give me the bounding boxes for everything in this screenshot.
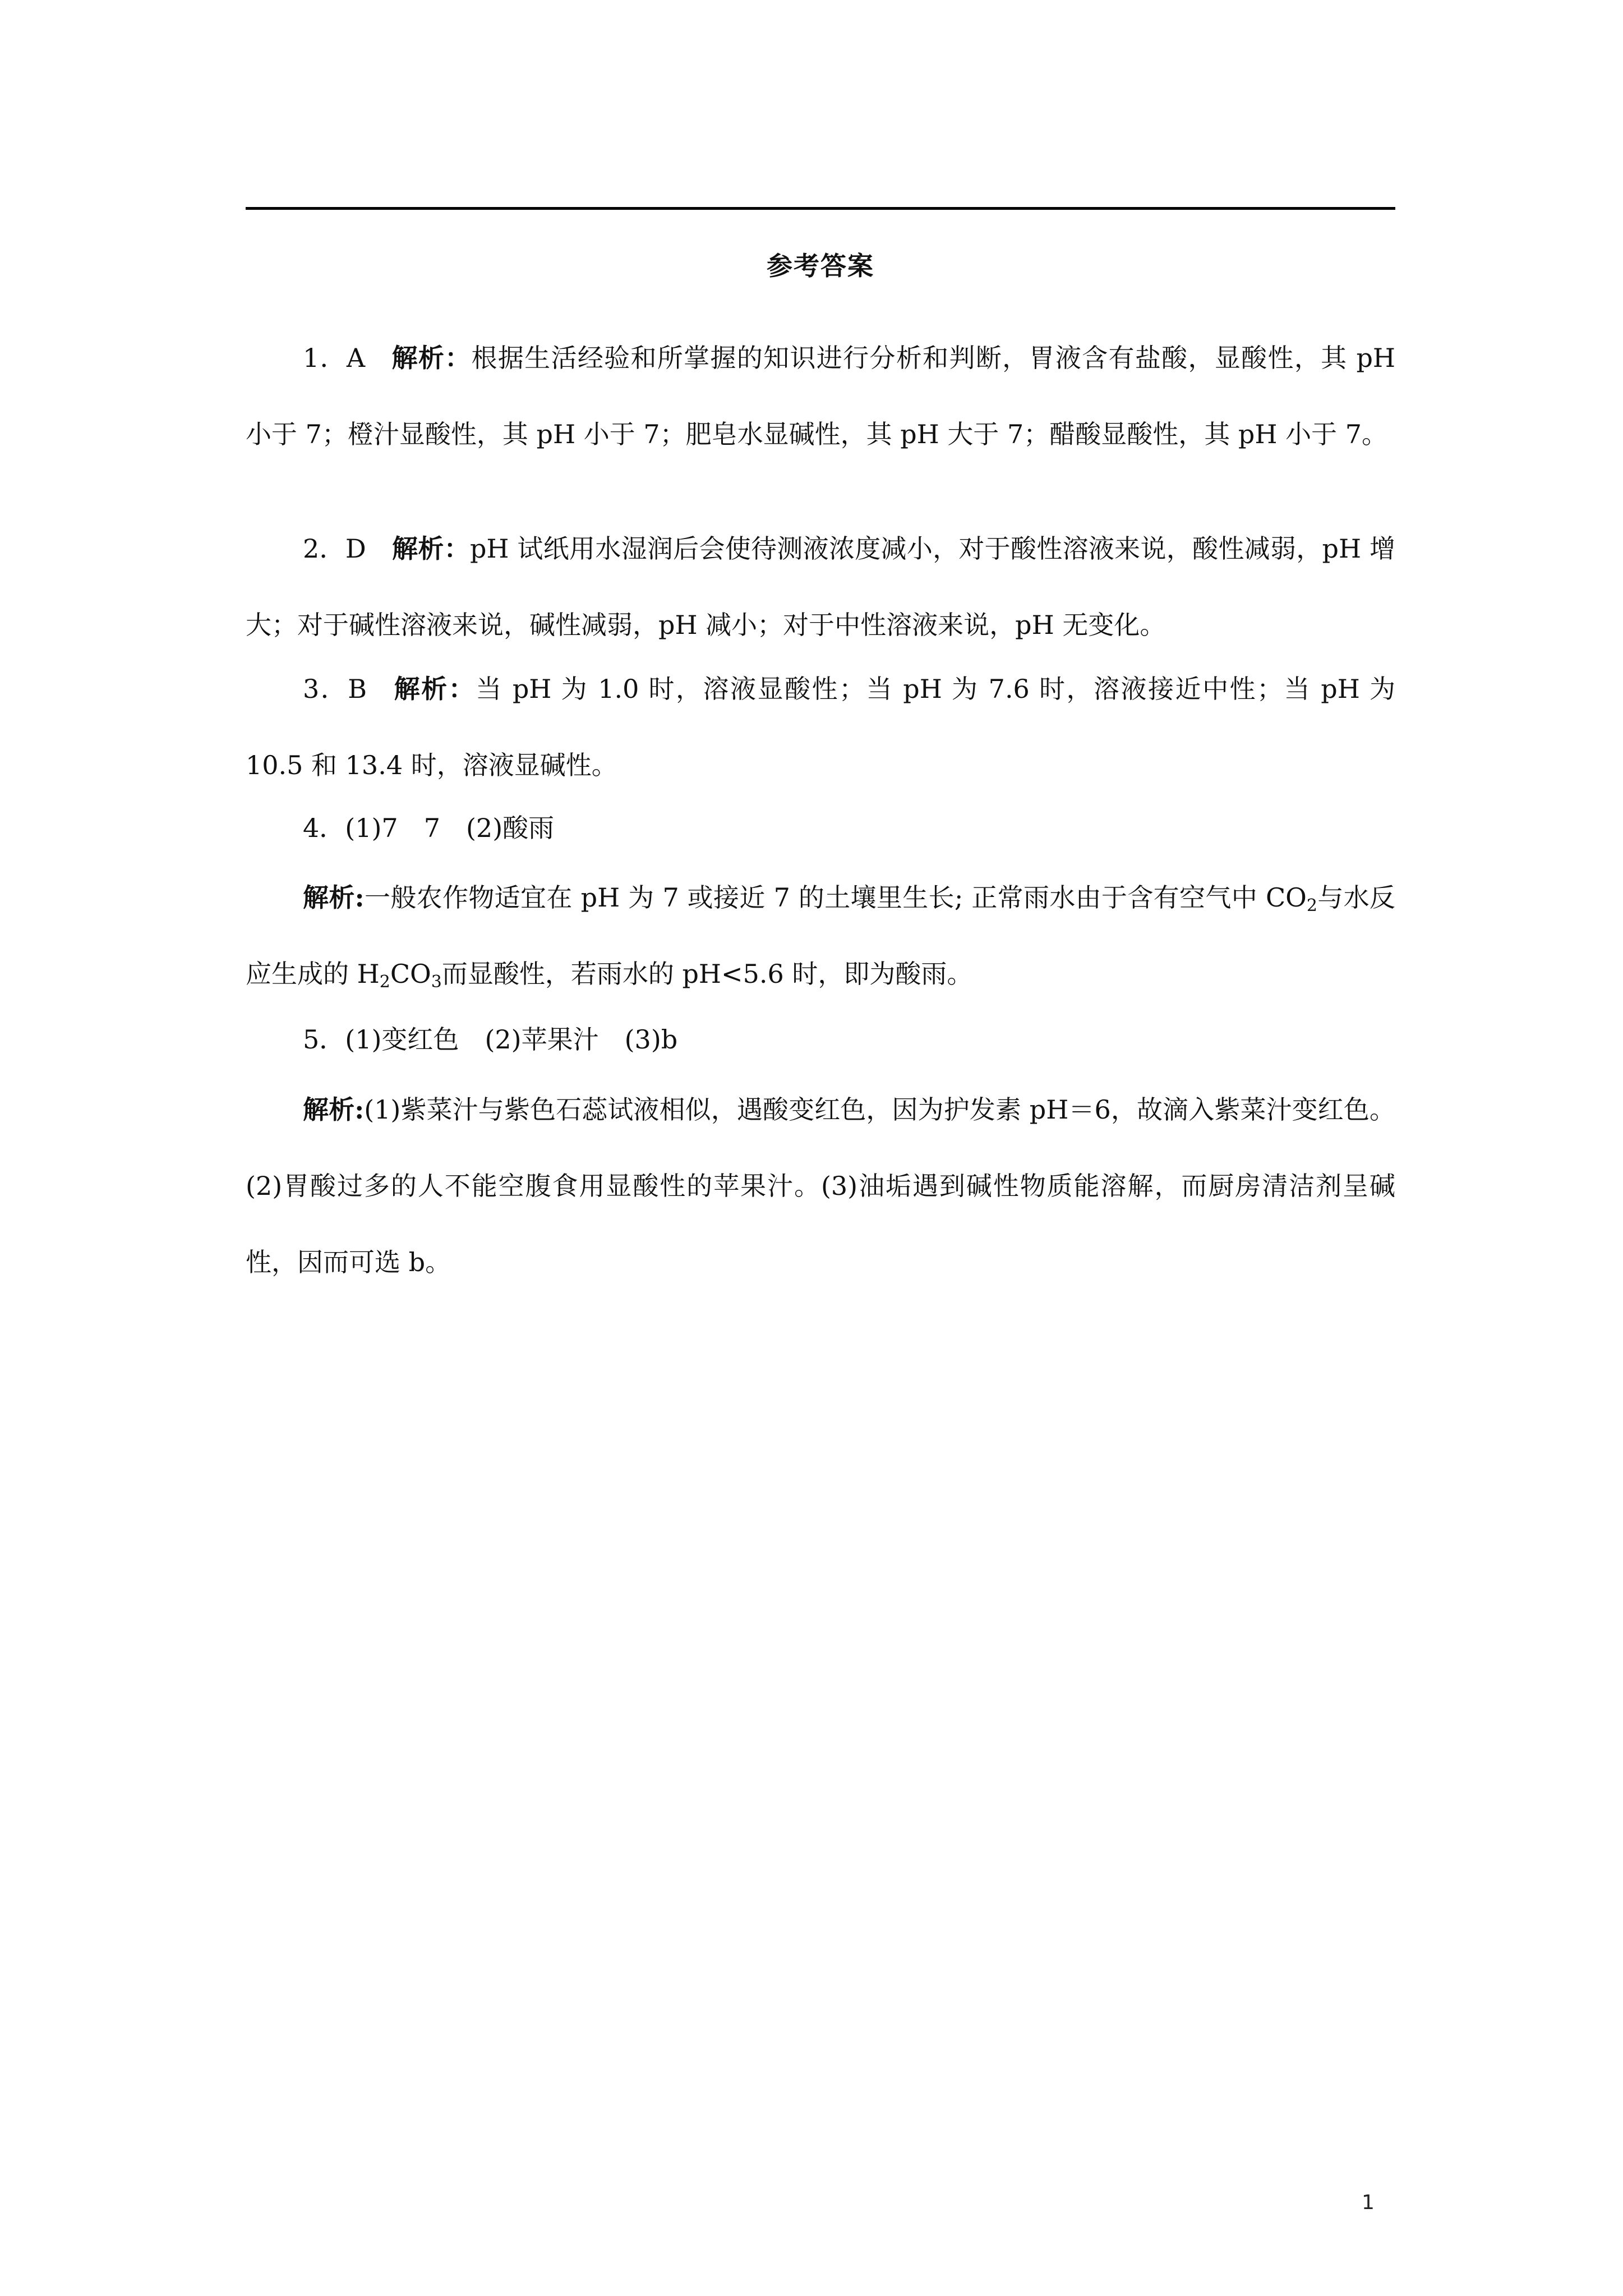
answer-3 [246, 651, 1395, 803]
answer-4-part2: (2)酸雨 [465, 813, 555, 843]
answer-1-text: 根据生活经验和所掌握的知识进行分析和判断，胃液含有盐酸，显酸性，其 pH 小于 7；橙汁显酸性，其 pH 小于 7；肥皂水显碱性，其 pH 大于 7；醋酸显酸性，其 pH 小于 7。 [246, 343, 1395, 449]
h2co3-subscript-o: 3 [431, 972, 442, 992]
analysis-label: 解析: [303, 1094, 365, 1125]
answer-3-head: 3．B [303, 674, 367, 704]
answer-5-head-line [246, 1001, 1395, 1078]
answer-4-head: 4．(1)7 [303, 813, 398, 843]
answer-5-part3: (3)b [624, 1024, 678, 1055]
answer-4-text-b: 与水反应生成的 H [246, 882, 1396, 989]
answer-5-part2: (2)苹果汁 [485, 1024, 599, 1055]
answer-2-text: pH 试纸用水湿润后会使待测液浓度减小，对于酸性溶液来说，酸性减弱，pH 增大；对于碱性溶液来说，碱性减弱，pH 减小；对于中性溶液来说，pH 无变化。 [246, 533, 1396, 640]
answer-5-analysis [246, 1071, 1395, 1300]
answer-4-text-a: 一般农作物适宜在 pH 为 7 或接近 7 的土壤里生长; 正常雨水由于含有空气中 CO [364, 882, 1307, 913]
analysis-label: 解析： [391, 343, 472, 373]
page-title: 参考答案 [767, 251, 874, 281]
analysis-label: 解析： [393, 674, 476, 704]
answer-4-head-line [246, 790, 1395, 866]
answer-5-text: (1)紫菜汁与紫色石蕊试液相似，遇酸变红色，因为护发素 pH＝6，故滴入紫菜汁变红色。(2)胃酸过多的人不能空腹食用显酸性的苹果汁。(3)油垢遇到碱性物质能溶解，而厨房清洁剂呈碱性，因而可选 b。 [246, 1094, 1396, 1277]
page-number: 1 [1362, 2191, 1375, 2214]
co2-subscript: 2 [1306, 896, 1317, 915]
answer-2 [246, 510, 1395, 663]
analysis-label: 解析： [391, 533, 470, 564]
answer-1-head: 1．A [303, 343, 366, 373]
answer-4-text-d: 而显酸性，若雨水的 pH<5.6 时，即为酸雨。 [441, 959, 973, 989]
answer-3-text: 当 pH 为 1.0 时，溶液显酸性；当 pH 为 7.6 时，溶液接近中性；当 pH 为 10.5 和 13.4 时，溶液显碱性。 [246, 674, 1395, 780]
answer-4-analysis [246, 859, 1395, 1012]
header-rule [246, 207, 1395, 210]
answer-5-head: 5．(1)变红色 [303, 1024, 459, 1055]
answer-2-head: 2．D [303, 533, 366, 564]
answer-4-text-c: CO [390, 959, 431, 989]
h2co3-subscript-h: 2 [379, 972, 390, 992]
answer-4-part1b: 7 [423, 813, 440, 843]
answer-1 [246, 320, 1395, 472]
analysis-label: 解析: [303, 882, 365, 913]
